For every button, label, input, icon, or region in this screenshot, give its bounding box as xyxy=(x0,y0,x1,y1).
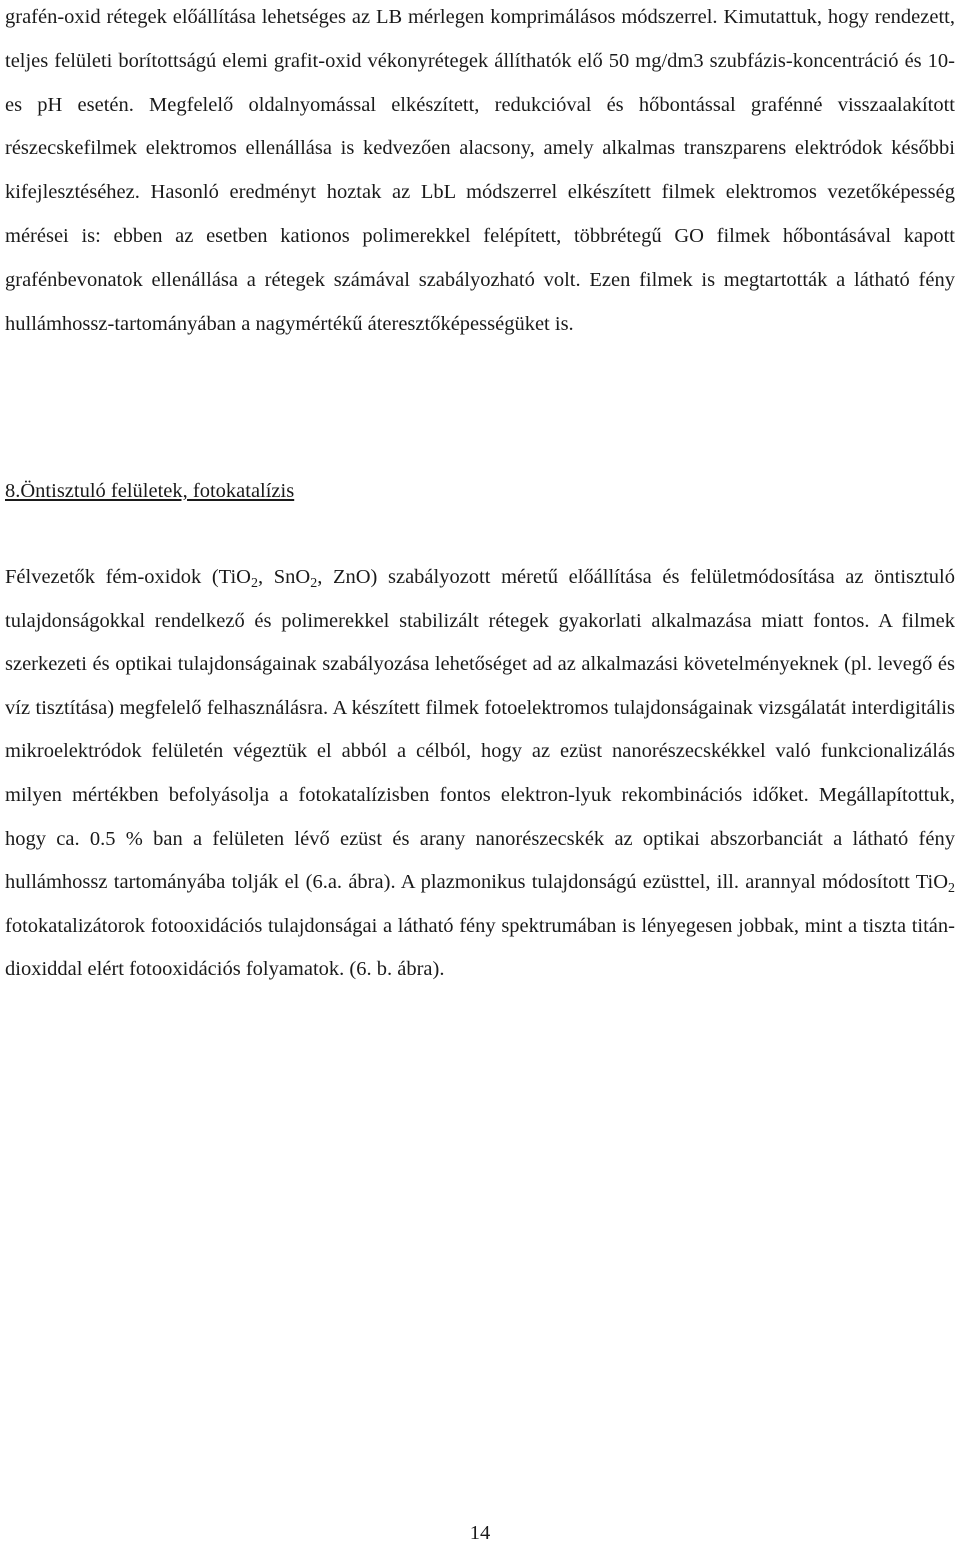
subscript-2: 2 xyxy=(250,576,258,591)
page-number: 14 xyxy=(469,1522,491,1544)
paragraph-2-text-2: , SnO xyxy=(257,566,311,588)
paragraph-2-text-3: , ZnO) szabályozott méretű előállítása és felületmódosítása az öntisztuló tulajdonságokkal rendelkező és polimerekkel stabilizált rétegek gyakorlati alkalmazása miatt fontos. A filmek szerkezeti és optikai tulajdonságainak szabályozása lehetőséget ad az alkalmazási követelményeknek (pl. levegő és víz tisztítása) megfelelő felhasználásra. A készített filmek fotoelektromos tulajdonságainak vizsgálatát interdigitális mikroelektródok felületén végeztük el abból a célból, hogy az ezüst nanorészecskékkel való funkcionalizálás milyen mértékben befolyásolja a fotokatalízisben fontos elektron-lyuk rekombinációs időket. Megállapítottuk, hogy ca. 0.5 % ban a felületen lévő ezüst és arany nanorészecskék az optikai abszorbanciát a látható fény hullámhossz tartományába tolják el (6.a. ábra). A plazmonikus tulajdonságú ezüsttel, ill. arannyal módosított TiO xyxy=(5,566,955,894)
section-heading: 8.Öntisztuló felületek, fotokatalízis xyxy=(5,480,295,502)
paragraph-2-text-1: Félvezetők fém-oxidok (TiO xyxy=(5,566,251,588)
body-paragraph-1 xyxy=(5,0,955,346)
paragraph-2-text-4: fotokatalizátorok fotooxidációs tulajdonságai a látható fény spektrumában is lényegesen jobbak, mint a tiszta titán-dioxiddal elért fotooxidációs folyamatok. (6. b. ábra). xyxy=(5,914,955,981)
paragraph-1-text: grafén-oxid rétegek előállítása lehetséges az LB mérlegen komprimálásos módszerrel. Kimutattuk, hogy rendezett, teljes felületi borítottságú elemi grafit-oxid vékonyrétegek állíthatók elő 50 mg/dm3 szubfázis-koncentráció és 10-es pH esetén. Megfelelő oldalnyomással elkészített, redukcióval és hőbontással grafénné visszaalakított részecskefilmek elektromos ellenállása is kedvezően alacsony, amely alkalmas transzparens elektródok későbbi kifejlesztéséhez. Hasonló eredményt hoztak az LbL módszerrel elkészített filmek elektromos vezetőképesség mérései is: ebben az esetben kationos polimerekkel felépített, többrétegű GO filmek hőbontásával kapott grafénbevonatok ellenállása a rétegek számával szabályozható volt. Ezen filmek is megtartották a látható fény hullámhossz-tartományában a nagymértékű áteresztőképességüket is. xyxy=(5,6,955,335)
subscript-2: 2 xyxy=(948,881,955,897)
body-paragraph-2 xyxy=(5,556,955,992)
subscript-2: 2 xyxy=(310,576,318,591)
